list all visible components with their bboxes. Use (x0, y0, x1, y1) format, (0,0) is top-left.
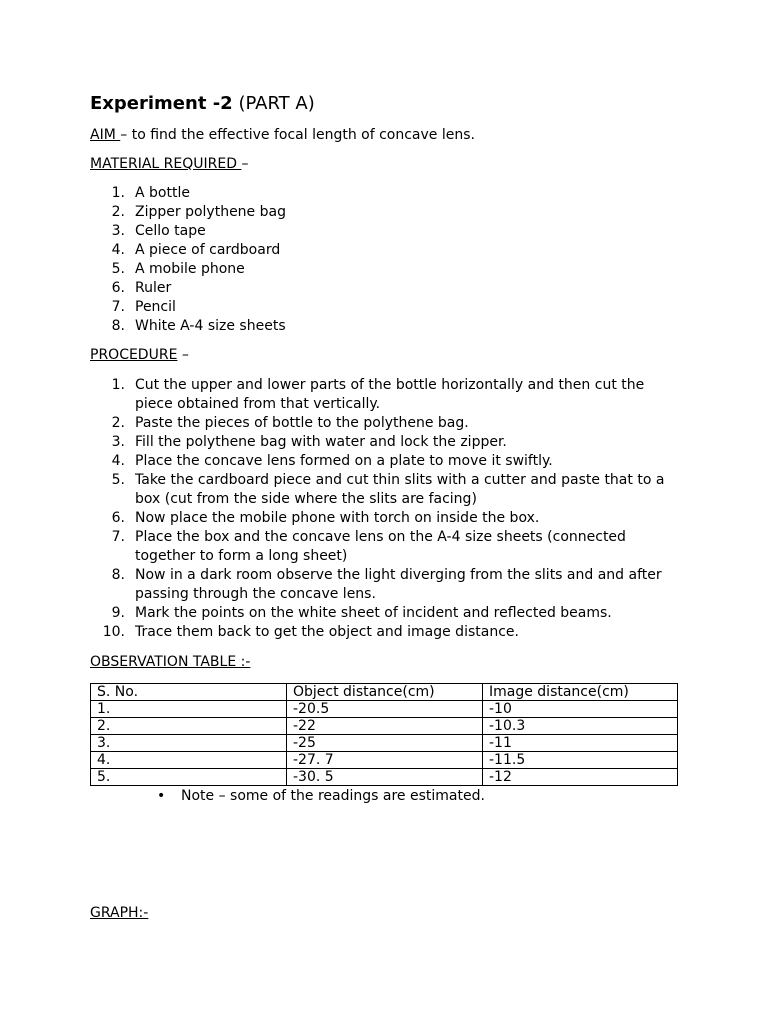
list-item (90, 471, 670, 509)
list-item (90, 203, 670, 222)
step-text: Place the concave lens formed on a plate to move it swiftly. (135, 453, 553, 469)
table-cell: -12 (483, 769, 678, 786)
table-cell: 2. (91, 718, 287, 735)
step-text: Fill the polythene bag with water and lock the zipper. (135, 434, 507, 450)
step-number: 4. (111, 453, 125, 469)
step-text: Place the box and the concave lens on the A-4 size sheets (connected together to form a long sheet) (135, 529, 626, 564)
step-number: 10. (102, 624, 125, 640)
table-cell: -10 (483, 701, 678, 718)
table-row (91, 752, 678, 769)
procedure-heading-dash: – (177, 347, 189, 363)
list-item (90, 241, 670, 260)
table-row (91, 769, 678, 786)
step-number: 7. (111, 529, 125, 545)
item-number: 5. (111, 261, 125, 277)
table-cell: 5. (91, 769, 287, 786)
item-number: 7. (111, 299, 125, 315)
step-number: 5. (111, 472, 125, 488)
list-item (90, 317, 670, 336)
step-text: Cut the upper and lower parts of the bottle horizontally and then cut the piece obtained from that vertically. (135, 377, 645, 412)
step-number: 6. (111, 510, 125, 526)
table-cell: 1. (91, 701, 287, 718)
aim-text: – to find the effective focal length of concave lens. (120, 127, 475, 143)
list-item (90, 279, 670, 298)
step-number: 3. (111, 434, 125, 450)
table-cell: -11 (483, 735, 678, 752)
step-text: Now place the mobile phone with torch on inside the box. (135, 510, 540, 526)
step-text: Now in a dark room observe the light diverging from the slits and and after passing through the concave lens. (135, 567, 662, 602)
list-item (90, 623, 670, 642)
item-text: A bottle (135, 185, 190, 201)
title-bold: Experiment -2 (90, 93, 233, 114)
observation-table (90, 683, 678, 786)
title-part: (PART A) (238, 93, 315, 114)
list-item (90, 184, 670, 203)
step-number: 9. (111, 605, 125, 621)
procedure-list (90, 376, 670, 642)
item-number: 2. (111, 204, 125, 220)
aim-line (90, 126, 475, 145)
materials-list (90, 184, 670, 336)
observation-heading-text: OBSERVATION TABLE :- (90, 654, 251, 670)
table-cell: -25 (287, 735, 483, 752)
bullet-icon: • (157, 788, 166, 804)
list-item (90, 528, 670, 566)
item-text: Ruler (135, 280, 172, 296)
step-text: Trace them back to get the object and image distance. (135, 624, 519, 640)
note-text: Note – some of the readings are estimated. (181, 788, 485, 804)
item-number: 1. (111, 185, 125, 201)
table-header-cell: Object distance(cm) (287, 684, 483, 701)
observation-heading (90, 653, 250, 672)
item-text: A piece of cardboard (135, 242, 281, 258)
table-header-cell: S. No. (91, 684, 287, 701)
table-header-row (91, 684, 678, 701)
step-text: Take the cardboard piece and cut thin slits with a cutter and paste that to a box (cut from the side where the slits are facing) (135, 472, 665, 507)
item-text: A mobile phone (135, 261, 245, 277)
item-text: Cello tape (135, 223, 206, 239)
materials-heading (90, 155, 248, 174)
item-number: 8. (111, 318, 125, 334)
item-number: 6. (111, 280, 125, 296)
list-item (90, 414, 670, 433)
aim-label: AIM (90, 127, 121, 143)
procedure-heading (90, 346, 189, 365)
page-title (90, 92, 315, 116)
procedure-heading-text: PROCEDURE (90, 347, 178, 363)
table-row (91, 735, 678, 752)
graph-heading-text: GRAPH:- (90, 905, 149, 921)
table-cell: -22 (287, 718, 483, 735)
table-cell: -11.5 (483, 752, 678, 769)
table-cell: -20.5 (287, 701, 483, 718)
list-item (90, 509, 670, 528)
table-row (91, 718, 678, 735)
item-number: 3. (111, 223, 125, 239)
list-item (90, 222, 670, 241)
table-cell: -10.3 (483, 718, 678, 735)
item-text: Zipper polythene bag (135, 204, 286, 220)
table-cell: 3. (91, 735, 287, 752)
list-item (90, 452, 670, 471)
list-item (90, 298, 670, 317)
materials-heading-dash: – (241, 156, 249, 172)
item-text: White A-4 size sheets (135, 318, 286, 334)
item-text: Pencil (135, 299, 176, 315)
step-text: Paste the pieces of bottle to the polythene bag. (135, 415, 469, 431)
step-number: 8. (111, 567, 125, 583)
table-row (91, 701, 678, 718)
table-cell: -27. 7 (287, 752, 483, 769)
list-item (90, 604, 670, 623)
table-cell: -30. 5 (287, 769, 483, 786)
step-number: 2. (111, 415, 125, 431)
table-cell: 4. (91, 752, 287, 769)
item-number: 4. (111, 242, 125, 258)
list-item (90, 260, 670, 279)
step-text: Mark the points on the white sheet of incident and reflected beams. (135, 605, 612, 621)
list-item (90, 376, 670, 414)
materials-heading-text: MATERIAL REQUIRED (90, 156, 242, 172)
table-header-cell: Image distance(cm) (483, 684, 678, 701)
step-number: 1. (111, 377, 125, 393)
list-item (90, 433, 670, 452)
list-item (90, 566, 670, 604)
graph-heading (90, 904, 148, 923)
